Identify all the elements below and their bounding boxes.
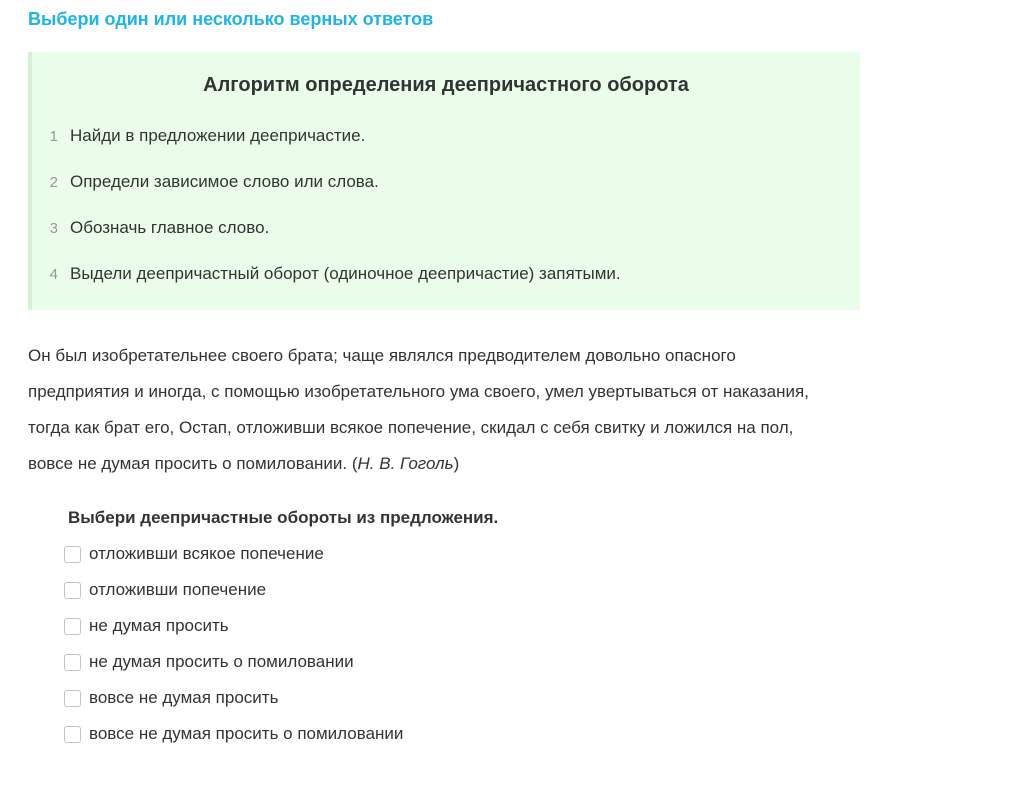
passage-text — [28, 338, 868, 482]
passage-author: Н. В. Гоголь — [357, 454, 454, 473]
answer-option[interactable] — [64, 572, 403, 608]
passage-line: тогда как брат его, Остап, отложивши всякое попечение, скидал с себя свитку и ложился на пол, — [28, 418, 794, 437]
passage-line: предприятия и иногда, с помощью изобретательного ума своего, умел увертываться от наказания, — [28, 382, 809, 401]
checkbox[interactable] — [64, 726, 81, 743]
passage-line-end: ) — [453, 454, 460, 473]
answer-option[interactable] — [64, 716, 403, 752]
answer-option[interactable] — [64, 608, 403, 644]
answer-option[interactable] — [64, 680, 403, 716]
algorithm-step — [32, 214, 621, 260]
option-label[interactable]: вовсе не думая просить о помиловании — [89, 724, 404, 743]
passage-line: Он был изобретательнее своего брата; чаще являлся предводителем довольно опасного — [28, 346, 736, 365]
answer-option[interactable] — [64, 536, 403, 572]
checkbox[interactable] — [64, 618, 81, 635]
step-number: 4 — [49, 266, 58, 283]
option-label[interactable]: вовсе не думая просить — [89, 688, 279, 707]
question-prompt: Выбери деепричастные обороты из предложения. — [68, 508, 499, 527]
algorithm-title: Алгоритм определения деепричастного оборота — [203, 74, 689, 96]
algorithm-step — [32, 260, 621, 306]
step-text: Найди в предложении деепричастие. — [70, 126, 366, 145]
algorithm-step — [32, 168, 621, 214]
step-number: 1 — [49, 128, 58, 145]
task-heading: Выбери один или несколько верных ответов — [28, 9, 434, 29]
step-number: 2 — [49, 174, 58, 191]
algorithm-step — [32, 122, 621, 168]
checkbox[interactable] — [64, 654, 81, 671]
checkbox[interactable] — [64, 690, 81, 707]
option-label[interactable]: не думая просить о помиловании — [89, 652, 354, 671]
option-label[interactable]: отложивши попечение — [89, 580, 267, 599]
algorithm-steps — [32, 122, 621, 306]
option-label[interactable]: отложивши всякое попечение — [89, 544, 324, 563]
answer-options — [64, 536, 403, 752]
step-text: Обозначь главное слово. — [70, 218, 270, 237]
step-text: Выдели деепричастный оборот (одиночное деепричастие) запятыми. — [70, 264, 621, 283]
option-label[interactable]: не думая просить — [89, 616, 229, 635]
algorithm-box — [28, 52, 860, 310]
checkbox[interactable] — [64, 546, 81, 563]
passage-line: вовсе не думая просить о помиловании. ( — [28, 454, 358, 473]
step-text: Определи зависимое слово или слова. — [70, 172, 379, 191]
answer-option[interactable] — [64, 644, 403, 680]
checkbox[interactable] — [64, 582, 81, 599]
step-number: 3 — [49, 220, 58, 237]
